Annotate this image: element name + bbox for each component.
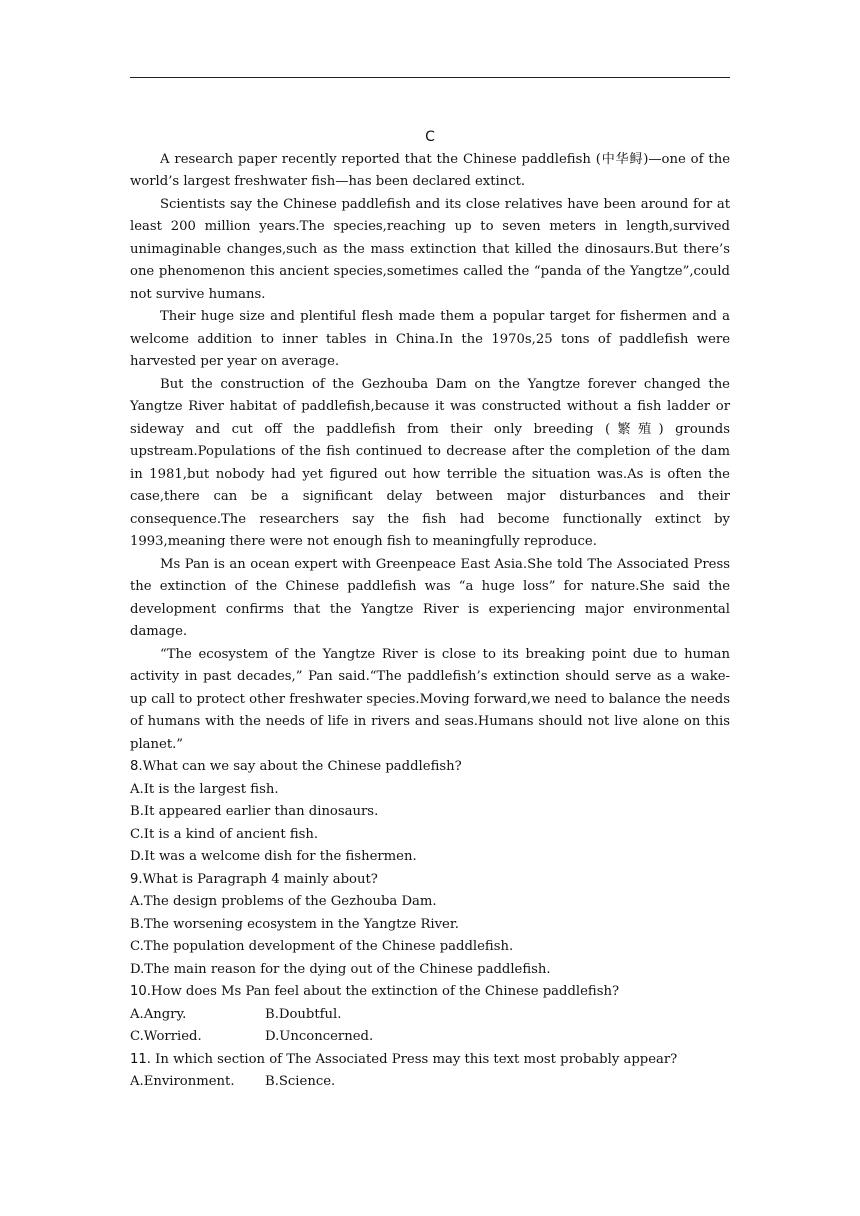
- option-a: A.Environment.: [130, 1074, 235, 1089]
- header-rule: [130, 77, 730, 78]
- paragraph-6: “The ecosystem of the Yangtze River is close to its breaking point due to human activity in past decades,” Pan said.“The paddlefish’s extinction should serve as a wake-up call to protect other freshwater species.Moving forward,we need to balance the needs of humans with the needs of life in rivers and seas.Humans should not live alone on this planet.”: [130, 646, 730, 752]
- paragraph-1: A research paper recently reported that the Chinese paddlefish (中华鲟)—one of the world’s largest freshwater fish—has been declared extinct.: [130, 151, 730, 189]
- paragraph-3: Their huge size and plentiful flesh made them a popular target for fishermen and a welcome addition to inner tables in China.In the 1970s,25 tons of paddlefish were harvested per year on average.: [130, 309, 730, 369]
- reading-passage: [130, 126, 730, 1094]
- paragraph-5: Ms Pan is an ocean expert with Greenpeace East Asia.She told The Associated Press the extinction of the Chinese paddlefish was “a huge loss” for nature.She said the development confirms that the Yangtze River is experiencing major environmental damage.: [130, 556, 730, 639]
- question-stem: [130, 869, 730, 892]
- option-a: A.It is the largest fish.: [130, 781, 279, 797]
- question-10: [130, 981, 730, 1049]
- question-11: [130, 1049, 730, 1094]
- question-number: 8.: [130, 759, 143, 774]
- option-b: B.Science.: [265, 1074, 336, 1089]
- question-9: [130, 869, 730, 982]
- paragraph-2: Scientists say the Chinese paddlefish and its close relatives have been around for at least 200 million years.The species,reaching up to seven meters in length,survived unimaginable changes,such as the mass extinction that killed the dinosaurs.But there’s one phenomenon this ancient species,sometimes called the “panda of the Yangtze”,could not survive humans.: [130, 196, 730, 302]
- option-d: D.The main reason for the dying out of the Chinese paddlefish.: [130, 961, 551, 977]
- question-number: 10.: [130, 984, 151, 999]
- option-d: D.Unconcerned.: [265, 1029, 374, 1044]
- option-b: B.It appeared earlier than dinosaurs.: [130, 804, 379, 819]
- option-a: A.Angry.: [130, 1006, 187, 1022]
- question-text: What can we say about the Chinese paddlefish?: [142, 759, 462, 774]
- question-number: 11.: [130, 1051, 151, 1067]
- question-text: What is Paragraph 4 mainly about?: [142, 871, 378, 887]
- option-c: C.The population development of the Chinese paddlefish.: [130, 939, 514, 954]
- option-c: C.It is a kind of ancient fish.: [130, 826, 319, 842]
- option-row: [130, 1071, 730, 1094]
- option-row: [130, 1004, 730, 1027]
- option-c: C.Worried.: [130, 1029, 202, 1044]
- question-number: 9.: [130, 871, 143, 887]
- option-b: B.The worsening ecosystem in the Yangtze River.: [130, 916, 459, 932]
- question-text: In which section of The Associated Press may this text most probably appear?: [150, 1051, 678, 1067]
- question-8: [130, 756, 730, 869]
- option-d: D.It was a welcome dish for the fishermen.: [130, 849, 417, 864]
- section-letter: C: [425, 129, 435, 145]
- option-a: A.The design problems of the Gezhouba Dam.: [130, 894, 437, 909]
- question-stem: [130, 756, 730, 779]
- option-row: [130, 1026, 730, 1049]
- option-b: B.Doubtful.: [265, 1006, 342, 1022]
- question-text: How does Ms Pan feel about the extinction of the Chinese paddlefish?: [150, 984, 620, 999]
- paragraph-4: But the construction of the Gezhouba Dam on the Yangtze forever changed the Yangtze River habitat of paddlefish,because it was constructed without a fish ladder or sideway and cut off the paddlefish from their only breeding (繁殖) grounds upstream.Populations of the fish continued to decrease after the completion of the dam in 1981,but nobody had yet figured out how terrible the situation was.As is often the case,there can be a significant delay between major disturbances and their consequence.The researchers say the fish had become functionally extinct by 1993,meaning there were not enough fish to meaningfully reproduce.: [130, 376, 730, 549]
- question-stem: [130, 1049, 730, 1072]
- question-stem: [130, 981, 730, 1004]
